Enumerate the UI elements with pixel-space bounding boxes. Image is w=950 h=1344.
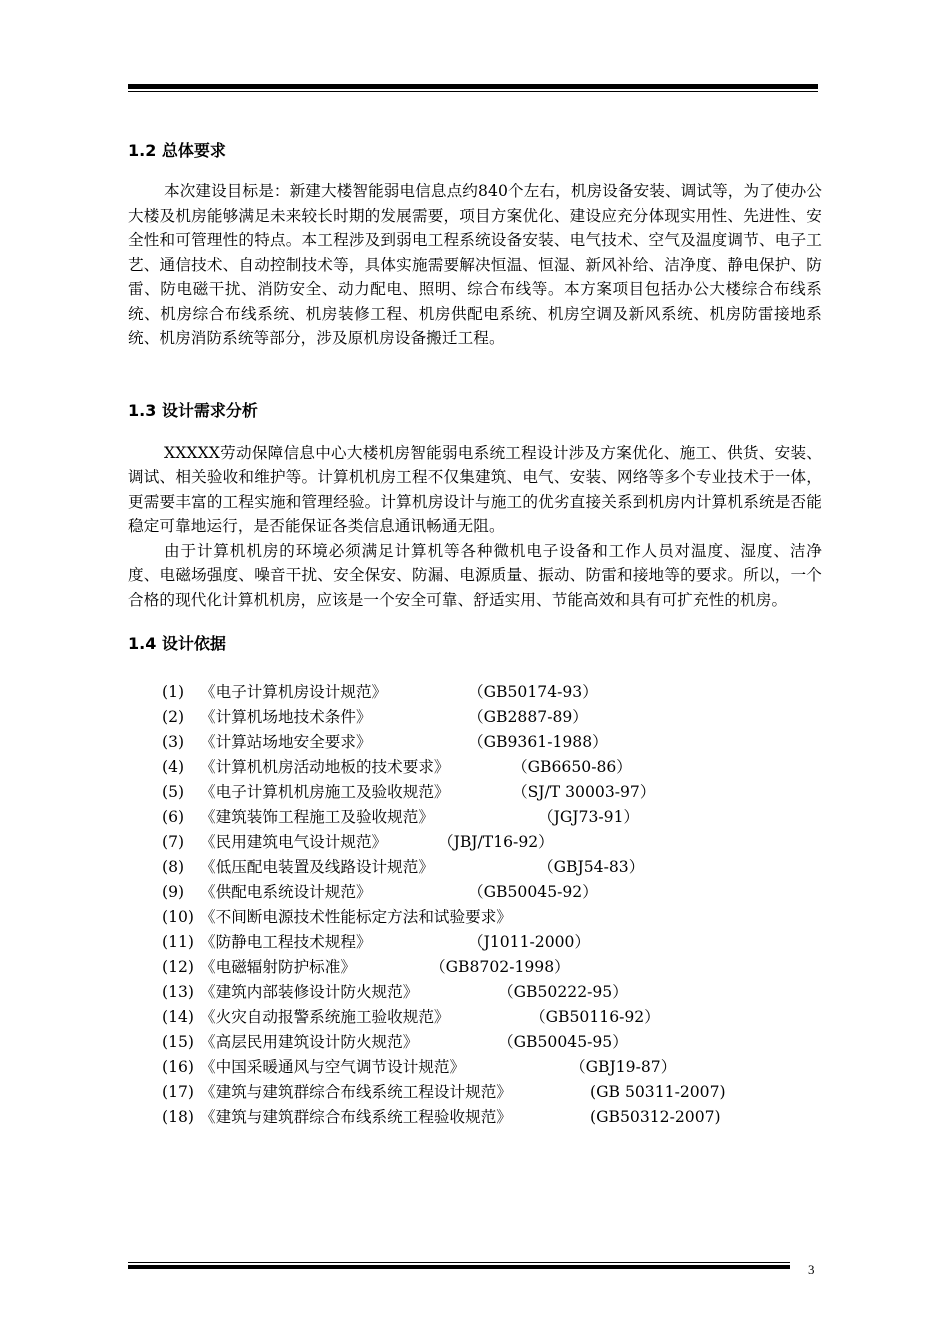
reference-number: (11) [162,933,195,951]
section-heading-1-3: 1.3 设计需求分析 [128,400,258,420]
section-heading-1-2: 1.2 总体要求 [128,141,226,160]
reference-code: （J1011-2000） [468,933,591,951]
reference-number: (16) [162,1058,195,1076]
reference-item [162,755,822,780]
reference-number: (10) [162,908,195,926]
reference-title: 《电子计算机机房施工及验收规范》 [200,783,450,801]
reference-title: 《不间断电源技术性能标定方法和试验要求》 [200,908,512,926]
paragraph: 本次建设目标是：新建大楼智能弱电信息点约840个左右，机房设备安装、调试等，为了使办公大楼及机房能够满足未来较长时期的发展需要，项目方案优化、建设应充分体现实用性、先进性、安全性和可管理性的特点。本工程涉及到弱电工程系统设备安装、电气技术、空气及温度调节、电子工艺、通信技术、自动控制技术等，具体实施需要解决恒温、恒湿、新风补给、洁净度、静电保护、防雷、防电磁干扰、消防安全、动力配电、照明、综合布线等。本方案项目包括办公大楼综合布线系统、机房综合布线系统、机房装修工程、机房供配电系统、机房空调及新风系统、机房防雷接地系统、机房消防系统等部分，涉及原机房设备搬迁工程。 [128,182,822,347]
reference-item [162,905,822,930]
section-heading-1-4: 1.4 设计依据 [128,634,226,653]
reference-number: (15) [162,1033,195,1051]
reference-title: 《高层民用建筑设计防火规范》 [200,1033,419,1051]
reference-title: 《计算机场地技术条件》 [200,708,372,726]
reference-item [162,1030,822,1055]
reference-title: 《电磁辐射防护标准》 [200,958,356,976]
reference-number: (7) [162,833,185,851]
reference-code: （SJ/T 30003-97） [512,783,656,801]
reference-title: 《低压配电装置及线路设计规范》 [200,858,434,876]
reference-number: (1) [162,683,185,701]
header-rule [128,84,818,89]
reference-code: (GB50312-2007) [590,1108,721,1126]
reference-title: 《计算站场地安全要求》 [200,733,372,751]
reference-item [162,930,822,955]
reference-code: （JBJ/T16-92） [438,833,554,851]
reference-item [162,1005,822,1030]
reference-code: （GB50222-95） [498,983,628,1001]
reference-number: (12) [162,958,195,976]
reference-code: （GB50116-92） [530,1008,660,1026]
reference-number: (6) [162,808,185,826]
reference-title: 《供配电系统设计规范》 [200,883,372,901]
reference-item [162,780,822,805]
reference-title: 《火灾自动报警系统施工验收规范》 [200,1008,450,1026]
document-body [128,133,822,1130]
reference-item [162,980,822,1005]
page-number: 3 [808,1262,815,1277]
reference-code: （GB9361-1988） [468,733,608,751]
reference-number: (8) [162,858,185,876]
reference-item [162,680,822,705]
reference-item [162,955,822,980]
reference-code: （GB2887-89） [468,708,588,726]
reference-title: 《建筑内部装修设计防火规范》 [200,983,419,1001]
reference-title: 《建筑装饰工程施工及验收规范》 [200,808,434,826]
reference-code: （GBJ54-83） [538,858,645,876]
reference-number: (5) [162,783,185,801]
reference-title: 《建筑与建筑群综合布线系统工程设计规范》 [200,1083,512,1101]
reference-item [162,855,822,880]
reference-number: (14) [162,1008,195,1026]
reference-number: (13) [162,983,195,1001]
reference-item [162,1105,822,1130]
reference-number: (2) [162,708,185,726]
reference-code: （GB50045-95） [498,1033,628,1051]
reference-item [162,705,822,730]
reference-title: 《防静电工程技术规程》 [200,933,372,951]
reference-number: (18) [162,1108,195,1126]
reference-number: (17) [162,1083,195,1101]
reference-code: （GB50045-92） [468,883,598,901]
reference-item [162,1080,822,1105]
footer-rule [128,1262,790,1263]
reference-title: 《中国采暖通风与空气调节设计规范》 [200,1058,466,1076]
reference-code: （GB50174-93） [468,683,598,701]
paragraph: XXXXX劳动保障信息中心大楼机房智能弱电系统工程设计涉及方案优化、施工、供货、安装、调试、相关验收和维护等。计算机机房工程不仅集建筑、电气、安装、网络等多个专业技术于一体，更需要丰富的工程实施和管理经验。计算机房设计与施工的优劣直接关系到机房内计算机系统是否能稳定可靠地运行，是否能保证各类信息通讯畅通无阻。 [128,443,822,535]
reference-item [162,730,822,755]
reference-item [162,1055,822,1080]
reference-code: （GB6650-86） [512,758,632,776]
reference-item [162,805,822,830]
reference-item [162,830,822,855]
reference-number: (3) [162,733,185,751]
reference-title: 《计算机机房活动地板的技术要求》 [200,758,450,776]
reference-title: 《民用建筑电气设计规范》 [200,833,388,851]
reference-title: 《建筑与建筑群综合布线系统工程验收规范》 [200,1108,512,1126]
reference-code: (GB 50311-2007) [590,1083,726,1101]
reference-code: （GB8702-1998） [430,958,570,976]
reference-number: (9) [162,883,185,901]
reference-code: （GBJ19-87） [570,1058,677,1076]
paragraph: 由于计算机机房的环境必须满足计算机等各种微机电子设备和工作人员对温度、湿度、洁净度、电磁场强度、噪音干扰、安全保安、防漏、电源质量、振动、防雷和接地等的要求。所以，一个合格的现代化计算机机房，应该是一个安全可靠、舒适实用、节能高效和具有可扩充性的机房。 [128,541,822,609]
reference-list [128,680,822,1130]
reference-code: （JGJ73-91） [538,808,640,826]
reference-number: (4) [162,758,185,776]
reference-item [162,880,822,905]
reference-title: 《电子计算机房设计规范》 [200,683,388,701]
